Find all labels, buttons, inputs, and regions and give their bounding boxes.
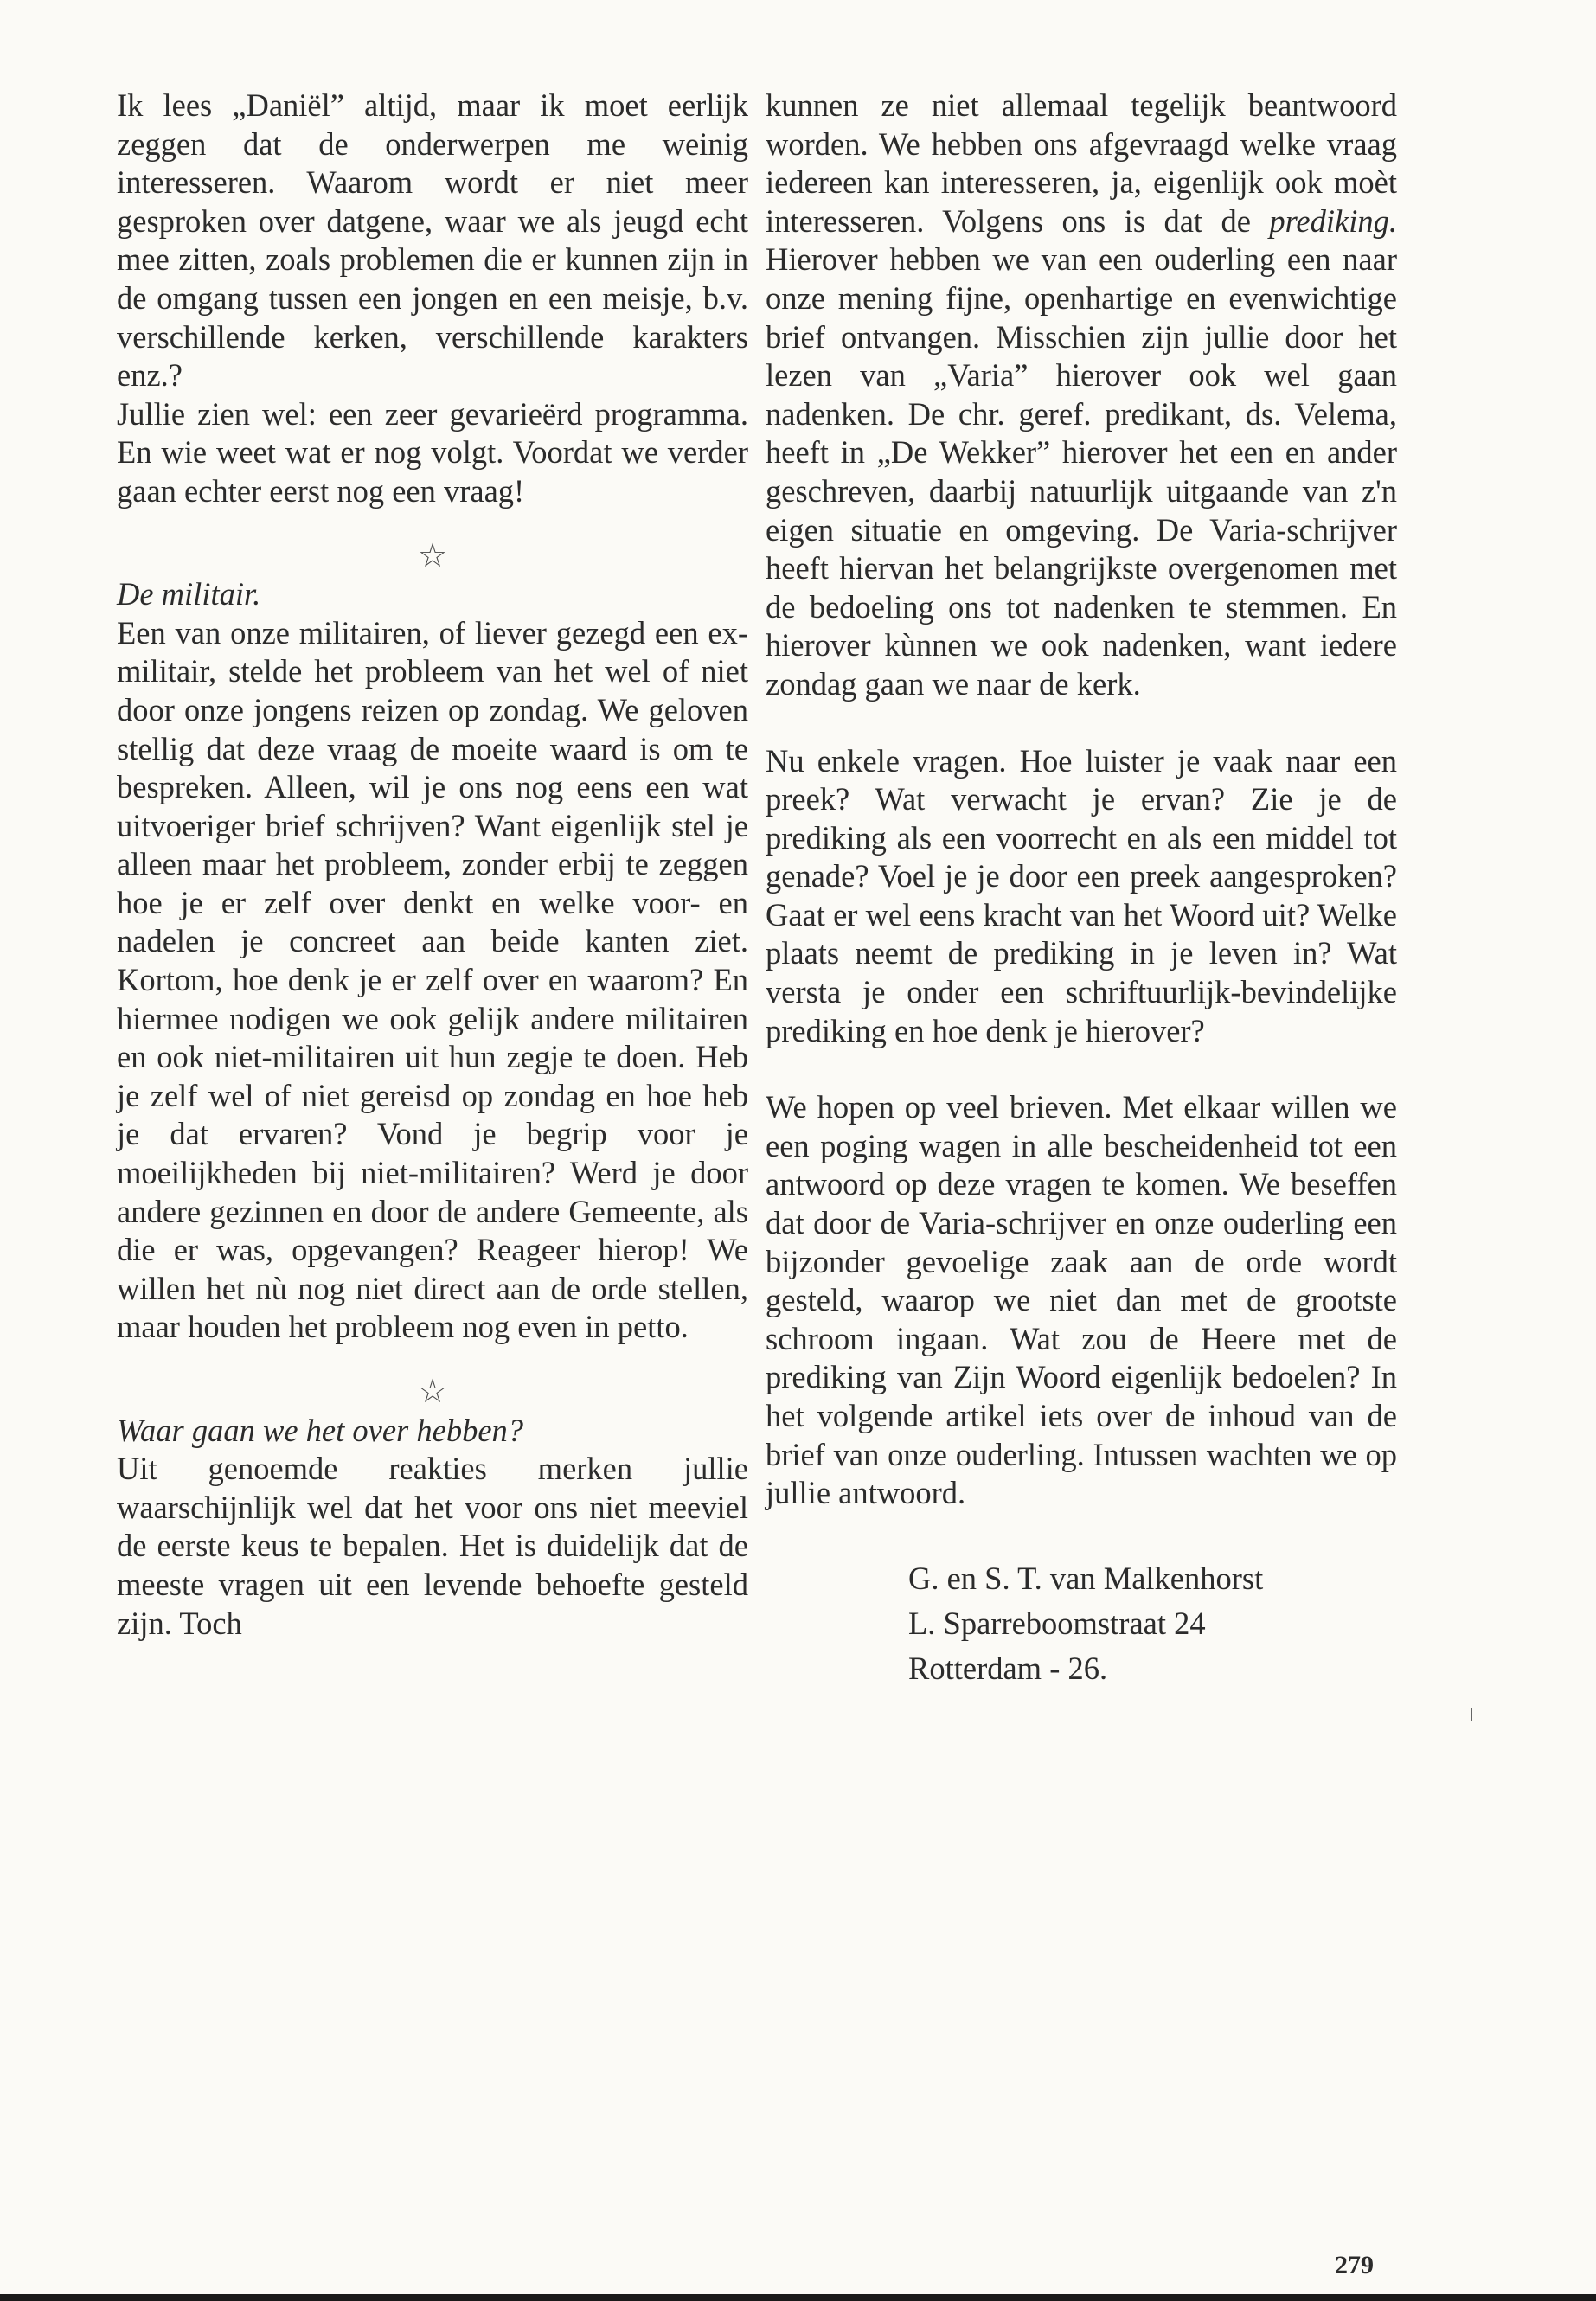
paragraph-brieven: We hopen op veel brieven. Met elkaar willen we een poging wagen in alle bescheidenheid tot een antwoord op deze vragen te komen. We beseffen dat door de Varia-schrijver en onze ouderling een bijzonder gevoelige zaak aan de orde wordt gesteld, waarop we niet dan met de grootste schroom ingaan. Wat zou de Heere met de prediking van Zijn Woord eigenlijk bedoelen? In het volgende artikel iets over de inhoud van de brief van onze ouderling. Intussen wachten we op jullie antwoord. xyxy=(766,1089,1397,1511)
signature-city: Rotterdam - 26. xyxy=(908,1650,1108,1686)
paragraph-prediking xyxy=(766,87,1397,704)
margin-mark xyxy=(1471,1708,1472,1721)
paragraph-reakties: Uit genoemde reakties merken jullie waarschijnlijk wel dat het voor ons niet meeviel de eerste keus te bepalen. Het is duidelijk dat de meeste vragen uit een levende behoefte gesteld zijn. Toch xyxy=(117,1451,748,1641)
paragraph-vragen: Nu enkele vragen. Hoe luister je vaak naar een preek? Wat verwacht je ervan? Zie je de prediking als een voorrecht en als een middel tot genade? Voel je je door een preek aangesproken? Gaat er wel eens kracht van het Woord uit? Welke plaats neemt de prediking in je leven in? Wat versta je onder een schriftuurlijk-bevindelijke prediking en hoe denk je hierover? xyxy=(766,742,1397,1048)
heading-militair: De militair. xyxy=(117,576,261,612)
paragraph-prediking-start: kunnen ze niet allemaal tegelijk beantwoord worden. We hebben ons afgevraagd welke vraag iedereen kan interesseren, ja, eigenlijk ook moèt interesseren. Volgens ons is dat de xyxy=(766,87,1397,239)
paragraph-militair: Een van onze militairen, of liever gezegd een ex-militair, stelde het probleem van het wel of niet door onze jongens reizen op zondag. We geloven stellig dat deze vraag de moeite waard is om te bespreken. Alleen, wil je ons nog eens een wat uitvoeriger brief schrijven? Want eigenlijk stel je alleen maar het probleem, zonder erbij te zeggen hoe je er zelf over denkt en welke voor- en nadelen je concreet aan beide kanten ziet. Kortom, hoe denk je er zelf over en waarom? En hiermee nodigen we ook gelijk andere militairen en ook niet-militairen uit hun zegje te doen. Heb je zelf wel of niet gereisd op zondag en hoe heb je dat ervaren? Vond je begrip voor je moeilijkheden bij niet-militairen? Werd je door andere gezinnen en door de andere Gemeente, als die er was, opgevangen? Reageer hierop! We willen het nù nog niet direct aan de orde stellen, maar houden het probleem nog even in petto. xyxy=(117,614,748,1345)
signature-name: G. en S. T. van Malkenhorst xyxy=(908,1560,1264,1596)
left-column xyxy=(117,87,748,1643)
right-column xyxy=(766,87,1397,1691)
signature-street: L. Sparreboomstraat 24 xyxy=(908,1605,1206,1641)
scan-edge xyxy=(0,2294,1596,2301)
heading-waar-gaan-we: Waar gaan we het over hebben? xyxy=(117,1412,524,1448)
paragraph-prediking-cont: Hierover hebben we van een ouderling een naar onze mening fijne, openhartige en evenwichtige brief ontvangen. Misschien zijn jullie door het lezen van „Varia” hierover ook wel gaan nadenken. De chr. geref. predikant, ds. Velema, heeft in „De Wekker” hierover het een en ander geschreven, daarbij natuurlijk uitgaande van z'n eigen situatie en omgeving. De Varia-schrijver heeft hiervan het belangrijkste overgenomen met de bedoeling ons tot nadenken te stemmen. En hierover kùnnen we ook nadenken, want iedere zondag gaan we naar de kerk. xyxy=(766,241,1397,702)
page-number: 279 xyxy=(1335,2251,1374,2279)
star-divider-1: ☆ xyxy=(417,537,448,574)
signature-block xyxy=(908,1556,1397,1691)
emphasis-prediking: prediking. xyxy=(1269,202,1397,239)
paragraph-programma: Jullie zien wel: een zeer gevarieërd programma. En wie weet wat er nog volgt. Voordat we verder gaan echter eerst nog een vraag! xyxy=(117,395,748,509)
paragraph-daniel: Ik lees „Daniël” altijd, maar ik moet eerlijk zeggen dat de onderwerpen me weinig interesseren. Waarom wordt er niet meer gesproken over datgene, waar we als jeugd echt mee zitten, zoals problemen die er kunnen zijn in de omgang tussen een jongen en een meisje, b.v. verschillende kerken, verschillende karakters enz.? xyxy=(117,87,748,394)
star-divider-2: ☆ xyxy=(417,1374,448,1410)
